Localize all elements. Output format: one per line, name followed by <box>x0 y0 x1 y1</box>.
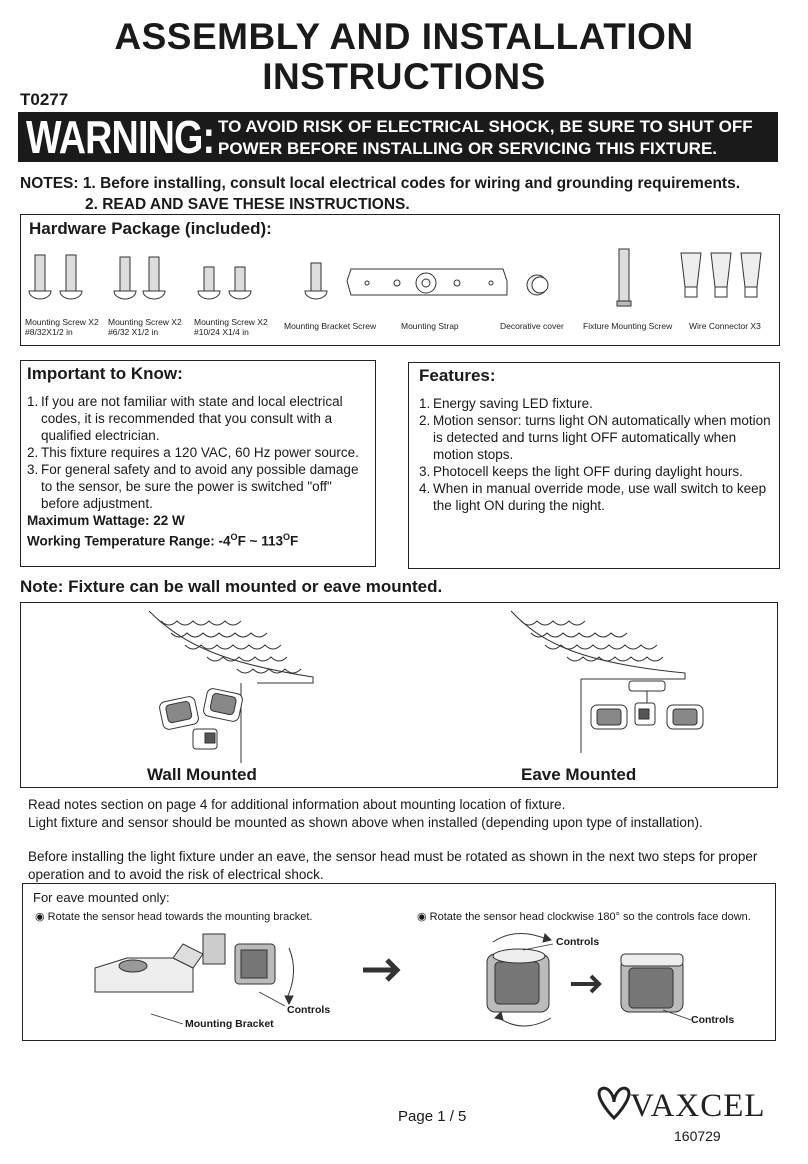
wire-connector-icon <box>711 253 731 297</box>
wall-fixture-icon <box>158 688 243 749</box>
list-item: 3. For general safety and to avoid any possible damage to the sensor, be sure the power is switched "off" before adjustment. <box>27 462 359 511</box>
hw-item-3: Mounting Screw X2 #10/24 X1/4 in <box>194 317 268 337</box>
sensor-head-icon <box>621 954 683 1012</box>
list-item: 4. When in manual override mode, use wall switch to keep the light ON during the night. <box>419 481 767 513</box>
hw-item-1: Mounting Screw X2 #8/32X1/2 in <box>25 317 99 337</box>
page-number: Page 1 / 5 <box>398 1108 467 1125</box>
sensor-head-icon <box>487 933 551 1026</box>
eave-steps-title: For eave mounted only: <box>33 890 170 905</box>
screw-icon <box>198 267 220 299</box>
paragraph-2: Light fixture and sensor should be mounted as shown above when installed (depending upon type of installation). <box>28 815 703 830</box>
warning-text <box>218 116 753 160</box>
paragraph-1: Read notes section on page 4 for additional information about mounting location of fixture. <box>28 797 566 812</box>
bullet-icon: ◉ <box>35 911 45 923</box>
hw-item-8: Wire Connector X3 <box>689 321 761 331</box>
wire-connector-icon <box>681 253 701 297</box>
screw-icon <box>29 255 51 299</box>
decorative-cover-icon <box>527 275 548 295</box>
page-title-line2: INSTRUCTIONS <box>262 56 546 97</box>
hardware-package <box>20 214 780 346</box>
warning-label: WARNING: <box>26 111 215 163</box>
note-line1: NOTES: 1. Before installing, consult local electrical codes for wiring and grounding requirements. <box>20 175 741 192</box>
bracket-assembly-icon <box>95 934 294 1004</box>
eave-steps-box <box>22 883 776 1041</box>
hw-item-7: Fixture Mounting Screw <box>583 321 673 331</box>
eave-fixture-icon <box>591 681 703 729</box>
vaxcel-logo-icon <box>596 1082 632 1122</box>
page-title-line1: ASSEMBLY AND INSTALLATION <box>114 16 694 57</box>
model-number: T0277 <box>20 90 69 109</box>
warning-line2: POWER BEFORE INSTALLING OR SERVICING THIS FIXTURE. <box>218 139 718 158</box>
vaxcel-logo <box>596 1082 796 1128</box>
controls-label: Controls <box>287 1004 331 1016</box>
wire-connector-icon <box>741 253 761 297</box>
temperature-range: Working Temperature Range: $-4^OF$ ~ $113^OF$ <box>27 532 299 549</box>
warning-banner <box>18 112 778 162</box>
screw-icon <box>143 257 165 299</box>
notes <box>20 173 740 215</box>
hw-item-5: Mounting Strap <box>401 321 459 331</box>
paragraph-3: Before installing the light fixture under an eave, the sensor head must be rotated as shown in the next two steps for proper operation and to avoid the risk of electrical shock. <box>28 849 758 882</box>
document-code: 160729 <box>674 1128 721 1144</box>
mounting-strap-icon <box>347 269 507 295</box>
wall-mounted-caption: Wall Mounted <box>147 765 257 784</box>
mounting-illustration <box>20 602 778 788</box>
screw-icon <box>60 255 82 299</box>
features-box <box>408 362 780 569</box>
features-title: Features: <box>419 366 496 385</box>
bullet-icon: ◉ <box>417 911 427 923</box>
mounting-drawings <box>21 603 777 787</box>
step-1: ◉ Rotate the sensor head towards the mounting bracket. <box>35 911 313 923</box>
bracket-screw-icon <box>305 263 327 299</box>
important-box <box>20 360 376 567</box>
important-title: Important to Know: <box>27 364 183 383</box>
mounting-bracket-label: Mounting Bracket <box>185 1018 274 1030</box>
list-item: 3. Photocell keeps the light OFF during daylight hours. <box>419 464 743 479</box>
list-item: 1. Energy saving LED fixture. <box>419 396 593 411</box>
important-list <box>27 393 367 550</box>
hw-item-6: Decorative cover <box>500 321 564 331</box>
list-item: 1. If you are not familiar with state and local electrical codes, it is recommended that you consult with a qualified electrician. <box>27 394 343 443</box>
fixture-screw-icon <box>617 249 631 306</box>
mounting-note: Note: Fixture can be wall mounted or eave mounted. <box>20 577 443 596</box>
controls-label: Controls <box>556 936 600 948</box>
eave-step-drawings <box>23 884 775 1040</box>
warning-line1: TO AVOID RISK OF ELECTRICAL SHOCK, BE SURE TO SHUT OFF <box>218 117 753 136</box>
hw-item-2: Mounting Screw X2 #6/32 X1/2 in <box>108 317 182 337</box>
screw-icon <box>229 267 251 299</box>
features-list <box>419 395 773 514</box>
step-2: ◉ Rotate the sensor head clockwise 180° so the controls face down. <box>417 911 751 923</box>
note-line2: 2. READ AND SAVE THESE INSTRUCTIONS. <box>85 196 410 213</box>
list-item: 2. Motion sensor: turns light ON automatically when motion is detected and turns light OFF automatically when motion stops. <box>419 413 771 462</box>
hardware-title: Hardware Package (included): <box>29 219 272 238</box>
max-wattage: Maximum Wattage: 22 W <box>27 513 185 528</box>
screw-icon <box>114 257 136 299</box>
controls-label: Controls <box>691 1014 735 1026</box>
roof-icon <box>149 611 313 763</box>
hw-item-4: Mounting Bracket Screw <box>284 321 377 331</box>
arrow-right-icon <box>363 960 397 980</box>
brand-name: VAXCEL <box>630 1088 766 1124</box>
eave-mounted-caption: Eave Mounted <box>521 765 637 784</box>
list-item: 2. This fixture requires a 120 VAC, 60 Hz power source. <box>27 445 359 460</box>
arrow-right-icon <box>571 976 599 992</box>
